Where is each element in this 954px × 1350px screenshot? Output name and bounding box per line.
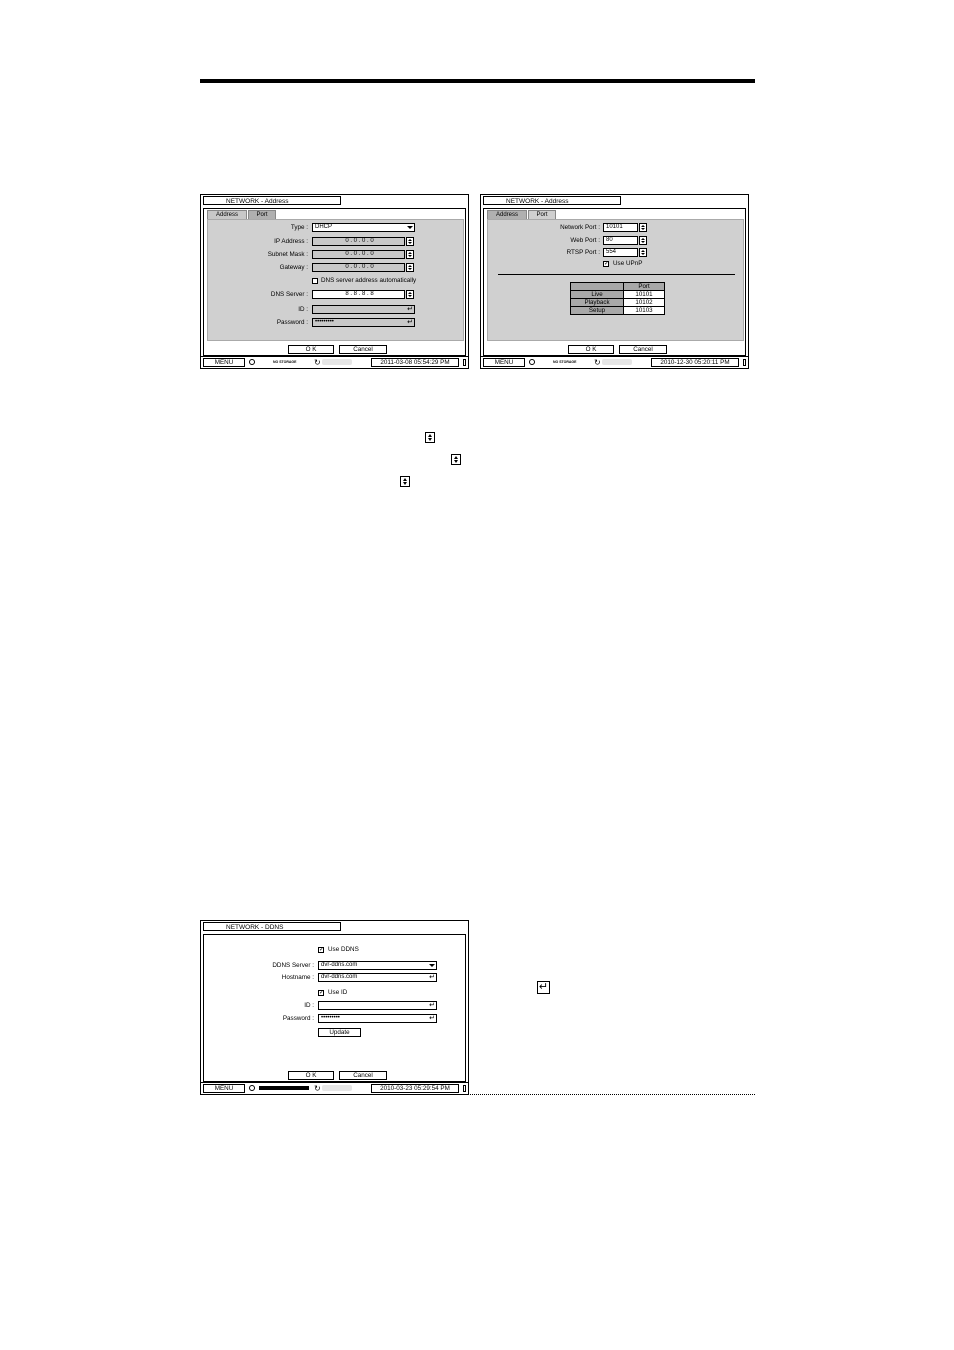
status-bar: [201, 1082, 468, 1094]
enter-icon: ↵: [538, 981, 549, 993]
table-row: [571, 291, 665, 299]
port-panel: [487, 219, 744, 341]
address-panel: [207, 219, 464, 341]
screen-title: NETWORK - Address: [483, 196, 621, 205]
storage-icon: [249, 1085, 255, 1091]
use-id-label: Use ID: [328, 989, 348, 996]
datetime-display: 2010-12-30 05:20:11 PM: [651, 358, 739, 367]
menu-button[interactable]: MENU: [483, 358, 525, 367]
storage-icon: [529, 359, 535, 365]
datetime-display: 2010-03-23 05:29:54 PM: [371, 1084, 459, 1093]
update-button[interactable]: Update: [318, 1028, 361, 1037]
network-port-label: Network Port :: [560, 224, 600, 231]
id-label: ID :: [304, 1002, 314, 1009]
storage-usage-bar: [259, 1086, 309, 1090]
ip-spinner-icon[interactable]: [406, 237, 414, 246]
dns-auto-label: DNS server address automatically: [321, 277, 417, 284]
battery-icon: [743, 359, 746, 366]
table-cell: Live: [571, 291, 624, 299]
table-cell: Playback: [571, 299, 624, 307]
enter-icon[interactable]: ↵: [407, 319, 413, 326]
gateway-spinner-icon[interactable]: [406, 263, 414, 272]
upnp-label: Use UPnP: [613, 260, 643, 267]
web-port-spinner-icon[interactable]: [639, 236, 647, 245]
dns-server-field[interactable]: 8 . 8 . 8 . 8: [312, 290, 405, 299]
status-icons: [602, 359, 632, 365]
password-label: Password :: [282, 1015, 314, 1022]
gateway-label: Gateway :: [279, 264, 308, 271]
status-icons: [322, 359, 352, 365]
refresh-icon: ↻: [314, 358, 321, 367]
subnet-mask-label: Subnet Mask :: [267, 251, 308, 258]
datetime-display: 2011-03-08 05:54:29 PM: [371, 358, 459, 367]
password-field[interactable]: •••••••••: [318, 1014, 437, 1023]
refresh-icon: ↻: [594, 358, 601, 367]
tab-port[interactable]: Port: [528, 210, 556, 219]
enter-icon[interactable]: ↵: [429, 1015, 435, 1022]
ip-address-field[interactable]: 0 . 0 . 0 . 0: [312, 237, 405, 246]
hostname-label: Hostname :: [281, 974, 314, 981]
dialog-body: [203, 208, 466, 356]
gateway-field[interactable]: 0 . 0 . 0 . 0: [312, 263, 405, 272]
bottom-dotted-rule: [200, 1094, 755, 1095]
upnp-checkbox[interactable]: ✓: [604, 261, 610, 267]
dns-auto-checkbox[interactable]: [312, 278, 318, 284]
dialog-body: [483, 208, 746, 356]
network-ddns-screen: [200, 920, 469, 1095]
dialog-body: [203, 934, 466, 1082]
table-header-cell: [571, 283, 624, 291]
port-table: [570, 282, 665, 315]
network-port-screen: [480, 194, 749, 369]
refresh-icon: ↻: [314, 1084, 321, 1093]
id-field[interactable]: [312, 305, 415, 314]
tab-address[interactable]: Address: [487, 210, 527, 219]
use-id-checkbox[interactable]: ✓: [319, 990, 325, 996]
menu-button[interactable]: MENU: [203, 1084, 245, 1093]
spinner-icon: [451, 454, 461, 465]
rtsp-port-label: RTSP Port :: [566, 249, 600, 256]
network-port-field[interactable]: 10101: [603, 223, 638, 232]
rtsp-port-spinner-icon[interactable]: [639, 248, 647, 257]
type-label: Type :: [290, 224, 308, 231]
chevron-down-icon[interactable]: [428, 962, 436, 969]
subnet-mask-field[interactable]: 0 . 0 . 0 . 0: [312, 250, 405, 259]
network-port-spinner-icon[interactable]: [639, 223, 647, 232]
status-bar: [201, 356, 468, 368]
dns-spinner-icon[interactable]: [406, 290, 414, 299]
chevron-down-icon[interactable]: [406, 224, 414, 231]
cancel-button[interactable]: Cancel: [619, 345, 667, 354]
ok-button[interactable]: O K: [288, 345, 334, 354]
status-bar: [481, 356, 748, 368]
cancel-button[interactable]: Cancel: [339, 345, 387, 354]
table-cell: 10102: [624, 299, 665, 307]
table-cell: 10103: [624, 307, 665, 315]
hostname-field[interactable]: dvr-ddns.com: [318, 973, 437, 982]
status-icons: [322, 1085, 352, 1091]
top-rule: [200, 79, 755, 83]
screen-title: NETWORK - DDNS: [203, 922, 341, 931]
enter-icon[interactable]: ↵: [407, 306, 413, 313]
ddns-server-select[interactable]: dvr-ddns.com: [318, 961, 437, 970]
menu-button[interactable]: MENU: [203, 358, 245, 367]
type-select[interactable]: DHCP: [312, 223, 415, 232]
spinner-icon: [425, 432, 435, 443]
enter-icon[interactable]: ↵: [429, 974, 435, 981]
id-label: ID :: [298, 306, 308, 313]
battery-icon: [463, 1085, 466, 1092]
storage-icon: [249, 359, 255, 365]
use-ddns-label: Use DDNS: [328, 946, 359, 953]
table-row: [571, 299, 665, 307]
divider: [498, 274, 735, 275]
ok-button[interactable]: O K: [288, 1071, 334, 1080]
table-header-cell: Port: [624, 283, 665, 291]
password-label: Password :: [276, 319, 308, 326]
battery-icon: [463, 359, 466, 366]
network-address-screen: [200, 194, 469, 369]
cancel-button[interactable]: Cancel: [339, 1071, 387, 1080]
password-field[interactable]: •••••••••: [312, 318, 415, 327]
tab-address[interactable]: Address: [207, 210, 247, 219]
web-port-label: Web Port :: [570, 237, 600, 244]
subnet-spinner-icon[interactable]: [406, 250, 414, 259]
storage-status: NO STORAGE: [553, 360, 577, 364]
table-row: [571, 307, 665, 315]
enter-icon[interactable]: ↵: [429, 1002, 435, 1009]
use-ddns-checkbox[interactable]: ✓: [319, 947, 325, 953]
table-cell: 10101: [624, 291, 665, 299]
dns-server-label: DNS Server :: [270, 291, 308, 298]
spinner-icon: [400, 476, 410, 487]
table-header-row: [571, 283, 665, 291]
tab-port[interactable]: Port: [248, 210, 276, 219]
screen-title: NETWORK - Address: [203, 196, 341, 205]
id-field[interactable]: [318, 1001, 437, 1010]
ddns-server-label: DDNS Server :: [272, 962, 314, 969]
table-cell: Setup: [571, 307, 624, 315]
rtsp-port-field[interactable]: 554: [603, 248, 638, 257]
ok-button[interactable]: O K: [568, 345, 614, 354]
ip-address-label: IP Address :: [274, 238, 308, 245]
web-port-field[interactable]: 80: [603, 236, 638, 245]
storage-status: NO STORAGE: [273, 360, 297, 364]
